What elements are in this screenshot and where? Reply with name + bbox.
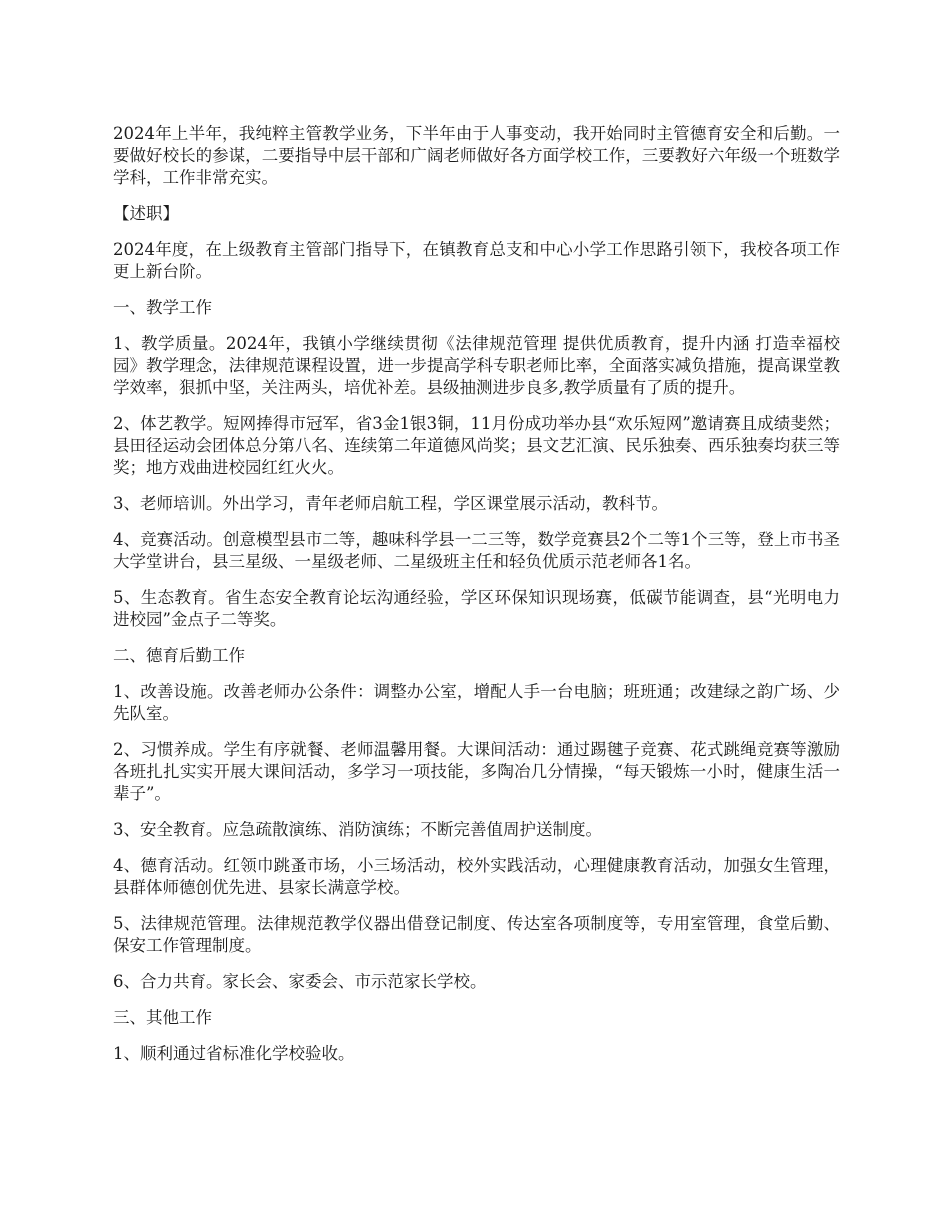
paragraph-sports-arts: 2、体艺教学。短网捧得市冠军，省3金1银3铜，11月份成功举办县“欢乐短网”邀请赛且成绩斐然；县田径运动会团体总分第八名、连续第二年道德风尚奖；县文艺汇演、民乐独奏、西乐独奏均获三等奖；地方戏曲进校园红红火火。 <box>113 414 840 477</box>
paragraph-teacher-training: 3、老师培训。外出学习，青年老师启航工程，学区课堂展示活动，教科节。 <box>113 494 668 513</box>
paragraph-standardization: 1、顺利通过省标准化学校验收。 <box>113 1044 355 1063</box>
paragraph-teaching-quality: 1、教学质量。2024年，我镇小学继续贯彻《法律规范管理 提供优质教育，提升内涵 打造幸福校园》教学理念，法律规范课程设置，进一步提高学科专职老师比率，全面落实减负措施，提高课堂教学效率，狠抓中坚，关注两头，培优补差。县级抽测进步良多,教学质量有了质的提升。 <box>113 334 840 397</box>
heading-moral-logistics: 二、德育后勤工作 <box>113 646 245 665</box>
paragraph-co-education: 6、合力共育。家长会、家委会、市示范家长学校。 <box>113 972 487 991</box>
paragraph-facilities: 1、改善设施。改善老师办公条件：调整办公室，增配人手一台电脑；班班通；改建绿之韵广场、少先队室。 <box>113 682 840 723</box>
document-body <box>113 123 840 1079</box>
paragraph-habits: 2、习惯养成。学生有序就餐、老师温馨用餐。大课间活动：通过踢毽子竞赛、花式跳绳竞赛等激励各班扎扎实实开展大课间活动，多学习一项技能，多陶冶几分情操，“每天锻炼一小时，健康生活一辈子”。 <box>113 740 840 803</box>
paragraph-ecology-education: 5、生态教育。省生态安全教育论坛沟通经验，学区环保知识现场赛，低碳节能调查，县“光明电力进校园”金点子二等奖。 <box>113 588 840 629</box>
paragraph-safety: 3、安全教育。应急疏散演练、消防演练；不断完善值周护送制度。 <box>113 820 602 839</box>
paragraph-competitions: 4、竞赛活动。创意模型县市二等，趣味科学县一二三等，数学竞赛县2个二等1个三等，登上市书圣大学堂讲台，县三星级、一星级老师、二星级班主任和轻负优质示范老师各1名。 <box>113 530 840 571</box>
heading-other-work: 三、其他工作 <box>113 1008 212 1027</box>
paragraph-intro: 2024年上半年，我纯粹主管教学业务，下半年由于人事变动，我开始同时主管德育安全和后勤。一要做好校长的参谋，二要指导中层干部和广阔老师做好各方面学校工作，三要教好六年级一个班数学学科，工作非常充实。 <box>113 124 840 187</box>
paragraph-regulation: 5、法律规范管理。法律规范教学仪器出借登记制度、传达室各项制度等，专用室管理，食堂后勤、保安工作管理制度。 <box>113 914 840 955</box>
paragraph-overview: 2024年度，在上级教育主管部门指导下，在镇教育总支和中心小学工作思路引领下，我校各项工作更上新台阶。 <box>113 240 840 281</box>
section-label-shuzhi: 【述职】 <box>113 204 179 223</box>
paragraph-moral-activities: 4、德育活动。红领巾跳蚤市场，小三场活动，校外实践活动，心理健康教育活动，加强女生管理，县群体师德创优先进、县家长满意学校。 <box>113 856 840 897</box>
heading-teaching-work: 一、教学工作 <box>113 298 212 317</box>
